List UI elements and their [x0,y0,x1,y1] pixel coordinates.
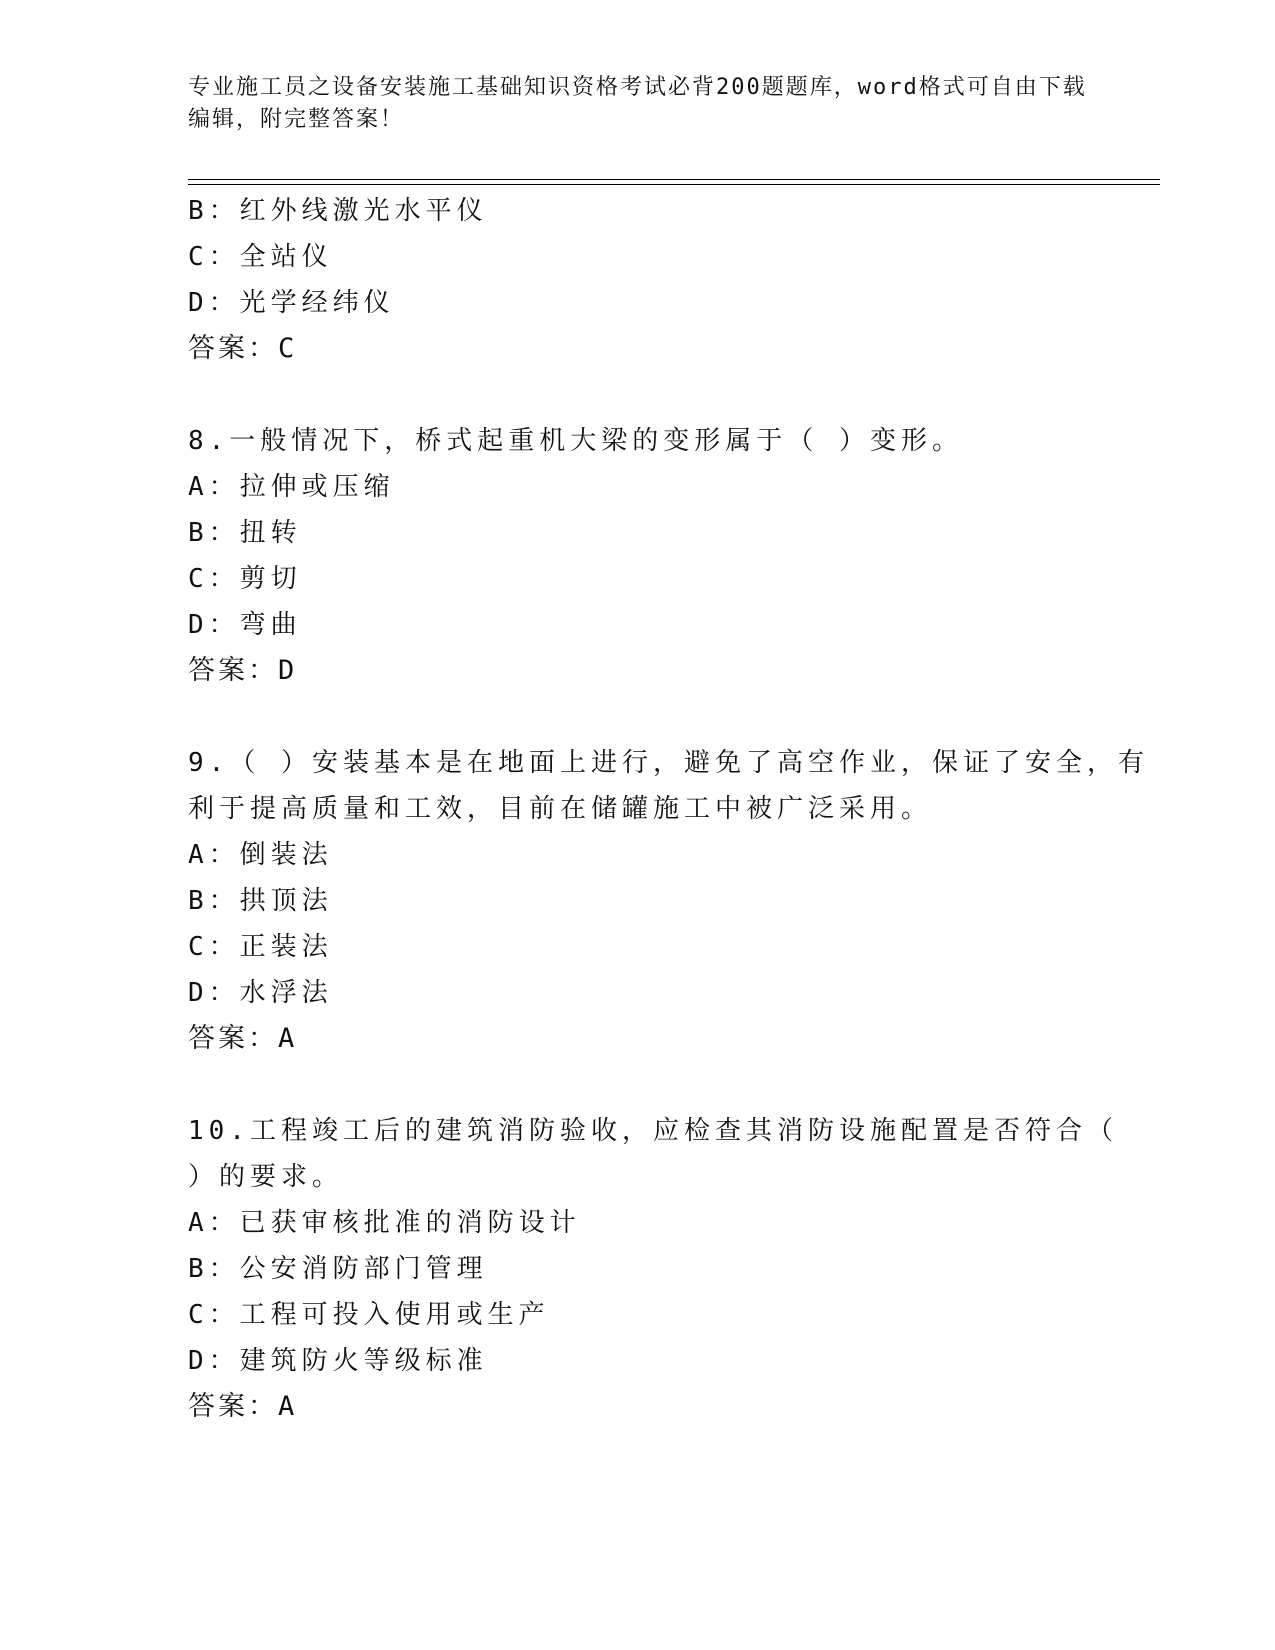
answer: 答案：A [188,1391,298,1422]
document-header [188,72,1088,136]
spacer [188,694,1088,740]
question-10 [188,1108,1118,1430]
question-9 [188,740,1149,1062]
question-text-line-1: 9.（ ）安装基本是在地面上进行，避免了高空作业，保证了安全，有 [188,748,1149,778]
header-rule-bottom [188,184,1160,185]
answer: 答案：C [188,333,298,364]
question-7-tail [188,188,1088,372]
answer: 答案：A [188,1023,298,1054]
document-body [188,188,1149,1430]
header-title: 专业施工员之设备安装施工基础知识资格考试必背200题题库，word格式可自由下载编辑，附完整答案！ [188,75,1087,132]
question-text: 8.一般情况下，桥式起重机大梁的变形属于（ ）变形。 [188,426,963,456]
question-text-line-2: ）的要求。 [188,1162,344,1192]
option-d: D：水浮法 [188,978,333,1008]
spacer [188,1062,1088,1108]
question-text-line-1: 10.工程竣工后的建筑消防验收，应检查其消防设施配置是否符合（ [188,1116,1118,1146]
option-a: A：已获审核批准的消防设计 [188,1208,581,1238]
question-text-line-2: 利于提高质量和工效，目前在储罐施工中被广泛采用。 [188,794,933,824]
option-d: D：弯曲 [188,610,302,640]
option-d: D：建筑防火等级标准 [188,1346,488,1376]
answer: 答案：D [188,655,298,686]
option-c: C：全站仪 [188,242,333,272]
option-a: A：拉伸或压缩 [188,472,395,502]
option-c: C：工程可投入使用或生产 [188,1300,550,1330]
option-b: B：拱顶法 [188,886,333,916]
option-c: C：正装法 [188,932,333,962]
option-b: B：红外线激光水平仪 [188,196,488,226]
option-b: B：扭转 [188,518,302,548]
spacer [188,372,1088,418]
question-8 [188,418,1088,694]
option-b: B：公安消防部门管理 [188,1254,488,1284]
option-c: C：剪切 [188,564,302,594]
option-a: A：倒装法 [188,840,333,870]
option-d: D：光学经纬仪 [188,288,395,318]
header-rule-top [188,179,1160,180]
